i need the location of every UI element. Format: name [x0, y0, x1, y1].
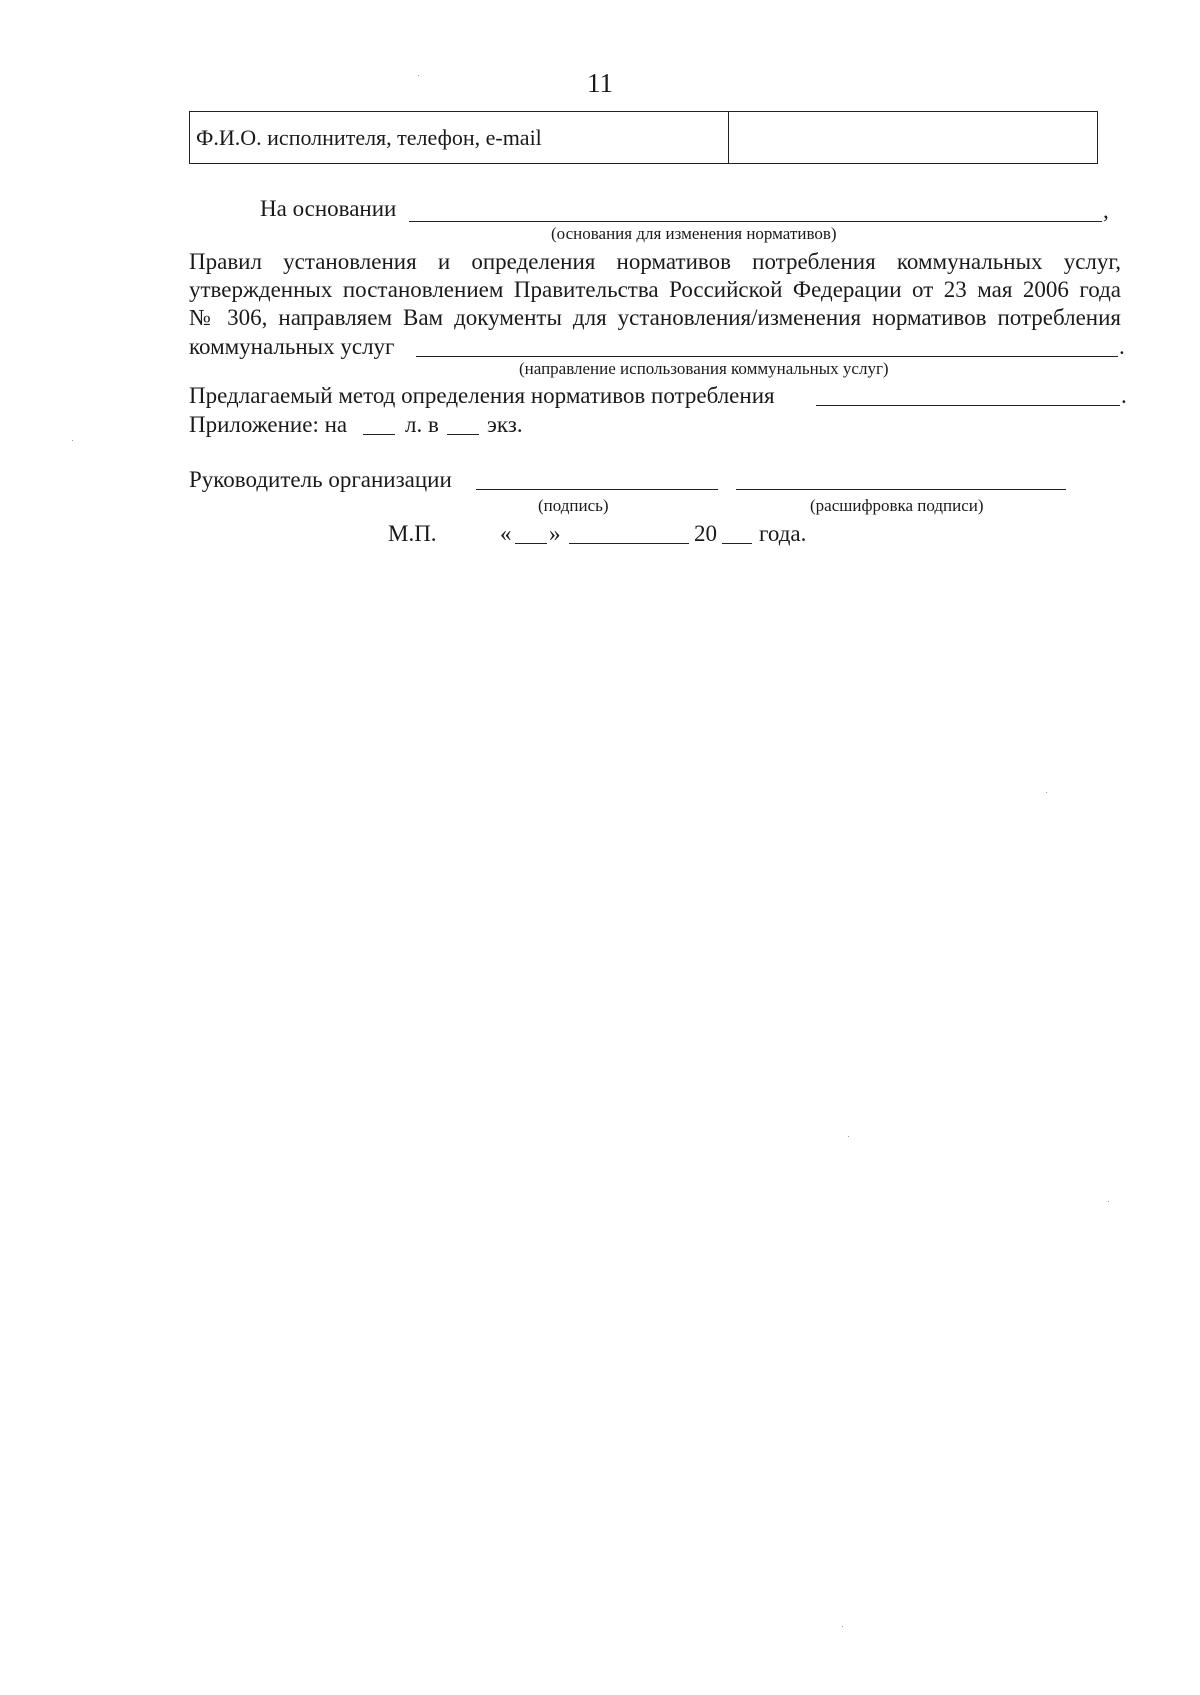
- date-year-prefix: 20: [694, 521, 717, 546]
- scan-speck: [72, 440, 73, 441]
- paragraph-line-4-prefix: коммунальных услуг: [189, 334, 395, 359]
- seal-label: М.П.: [388, 521, 437, 546]
- executor-label-cell: Ф.И.О. исполнителя, телефон, e-mail: [190, 112, 729, 164]
- scan-speck: [1046, 792, 1047, 793]
- date-month-blank[interactable]: [569, 543, 689, 544]
- executor-value-cell[interactable]: [729, 112, 1098, 164]
- table-row: [190, 112, 1098, 164]
- signature-caption: (подпись): [538, 496, 609, 515]
- basis-blank-field[interactable]: [409, 221, 1102, 222]
- scan-speck: [842, 1626, 843, 1627]
- utility-direction-blank-field[interactable]: [416, 356, 1118, 357]
- date-quote-close: »: [549, 521, 561, 546]
- method-prefix: Предлагаемый метод определения нормативов потребления: [189, 383, 775, 408]
- basis-suffix: ,: [1103, 198, 1109, 223]
- signature-decoding-caption: (расшифровка подписи): [810, 496, 984, 515]
- signature-decoding-blank-field[interactable]: [736, 489, 1066, 490]
- executor-info-table: [189, 111, 1098, 164]
- attachment-sheets-blank[interactable]: [363, 434, 395, 435]
- paragraph-line-4-suffix: .: [1119, 334, 1125, 359]
- date-day-blank[interactable]: [515, 543, 547, 544]
- method-blank-field[interactable]: [816, 405, 1120, 406]
- direction-caption: (направление использования коммунальных услуг): [519, 359, 889, 378]
- page-number: 11: [587, 68, 613, 98]
- scan-speck: [1108, 1201, 1109, 1202]
- attachment-prefix: Приложение: на: [189, 412, 348, 437]
- attachment-mid: л. в: [405, 412, 439, 437]
- attachment-copies-blank[interactable]: [447, 434, 479, 435]
- basis-caption: (основания для изменения нормативов): [551, 224, 837, 243]
- head-of-organization-label: Руководитель организации: [189, 467, 452, 492]
- signature-blank-field[interactable]: [476, 489, 718, 490]
- paragraph-line-3: № 306, направляем Вам документы для установления/изменения нормативов потребления: [189, 305, 1121, 330]
- method-suffix: .: [1121, 383, 1127, 408]
- date-year-blank[interactable]: [722, 543, 752, 544]
- basis-prefix: На основании: [260, 196, 397, 221]
- scan-speck: [418, 75, 419, 76]
- paragraph-line-2: утвержденных постановлением Правительства Российской Федерации от 23 мая 2006 года: [189, 277, 1121, 302]
- date-quote-open: «: [500, 521, 512, 546]
- paragraph-line-1: Правил установления и определения нормативов потребления коммунальных услуг,: [189, 249, 1121, 274]
- attachment-suffix: экз.: [487, 412, 523, 437]
- date-year-suffix: года.: [759, 521, 807, 546]
- scan-speck: [848, 1136, 849, 1137]
